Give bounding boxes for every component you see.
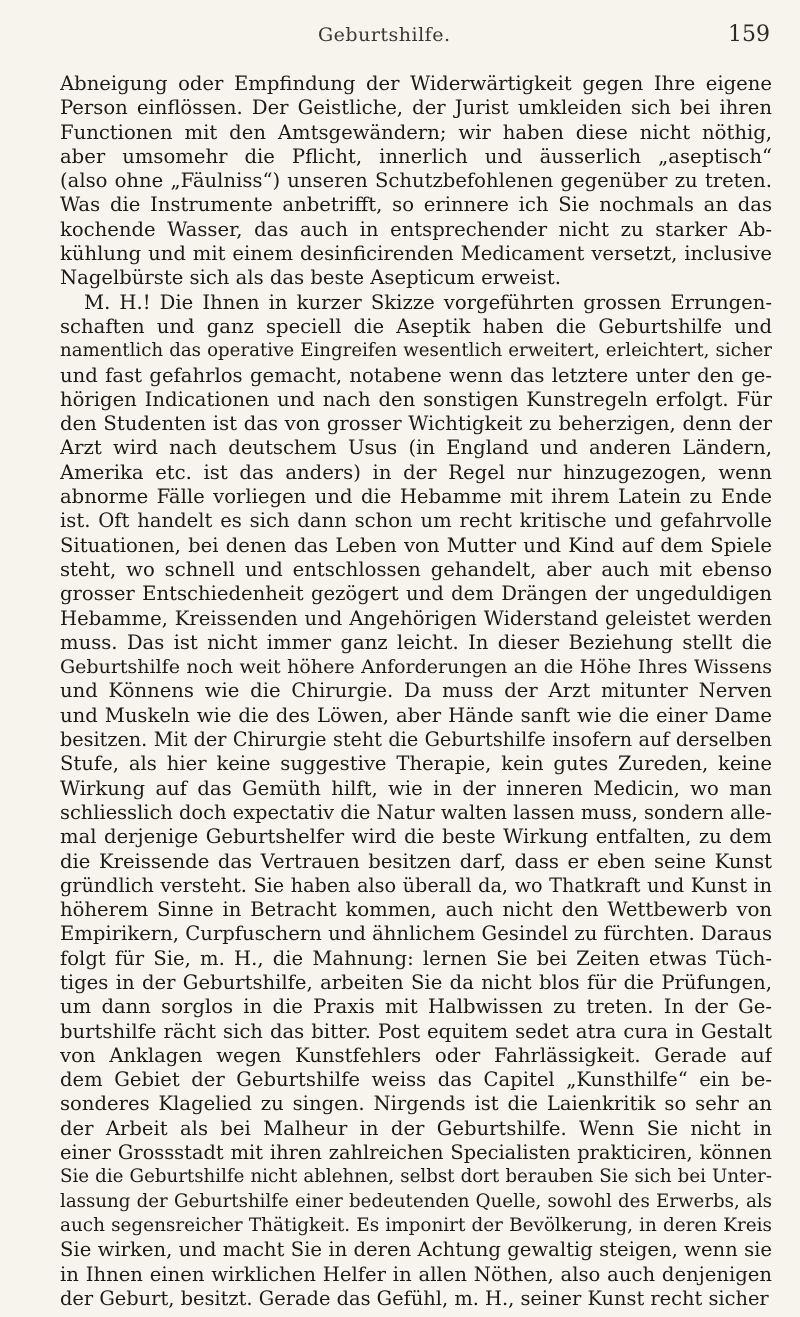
text-line: auch segensreicher Thätigkeit. Es imponirt der Bevölkerung, in deren Kreis (60, 1214, 772, 1236)
text-line: kochende Wasser, das auch in entsprechender nicht zu starker Ab- (60, 217, 772, 241)
text-line: Geburtshilfe noch weit höhere Anforderungen an die Höhe Ihres Wissens (60, 656, 772, 679)
text-line: Sie die Geburtshilfe nicht ablehnen, selbst dort berauben Sie sich bei Unter- (60, 1166, 772, 1188)
running-title: Geburtshilfe. (318, 24, 451, 46)
text-line: Was die Instrumente anbetrifft, so erinnere ich Sie nochmals an das (60, 193, 772, 217)
text-line: den Studenten ist das von grosser Wichtigkeit zu beherzigen, denn der (60, 412, 772, 436)
text-line: Sie wirken, und macht Sie in deren Achtung gewaltig steigen, wenn sie (60, 1238, 772, 1262)
page-number: 159 (728, 22, 770, 47)
text-line: Situationen, bei denen das Leben von Mutter und Kind auf dem Spiele (60, 533, 772, 557)
text-line: von Anklagen wegen Kunstfehlers oder Fahrlässigkeit. Gerade auf (60, 1043, 772, 1067)
text-line: einer Grossstadt mit ihren zahlreichen Specialisten prakticiren, können (60, 1141, 772, 1165)
text-line: Abneigung oder Empfindung der Widerwärtigkeit gegen Ihre eigene (60, 72, 772, 95)
text-line: abnorme Fälle vorliegen und die Hebamme mit ihrem Latein zu Ende (60, 485, 772, 509)
text-line: ist. Oft handelt es sich dann schon um recht kritische und gefahrvolle (60, 509, 772, 533)
text-line: M. H.! Die Ihnen in kurzer Skizze vorgeführten grossen Errungen- (84, 290, 772, 314)
text-line: kühlung und mit einem desinficirenden Medicament versetzt, inclusive (60, 242, 772, 266)
text-line: Functionen mit den Amtsgewändern; wir haben diese nicht nöthig, (60, 120, 772, 144)
text-line: folgt für Sie, m. H., die Mahnung: lernen Sie bei Zeiten etwas Tüch- (60, 946, 772, 970)
text-line: schliesslich doch expectativ die Natur walten lassen muss, sondern alle- (60, 800, 772, 824)
text-line: Hebamme, Kreissenden und Angehörigen Widerstand geleistet werden (60, 606, 772, 630)
text-line: der Geburt, besitzt. Gerade das Gefühl, m. H., seiner Kunst recht sicher (60, 1286, 769, 1310)
text-line: und fast gefahrlos gemacht, notabene wenn das letztere unter den ge- (60, 363, 772, 387)
text-line: burtshilfe rächt sich das bitter. Post equitem sedet atra cura in Gestalt (60, 1019, 772, 1043)
text-line: Amerika etc. ist das anders) in der Regel nur hinzugezogen, wenn (60, 460, 772, 484)
text-line: in Ihnen einen wirklichen Helfer in allen Nöthen, also auch denjenigen (60, 1262, 772, 1286)
text-line: steht, wo schnell und entschlossen gehandelt, aber auch mit ebenso (60, 557, 772, 581)
text-line: Empirikern, Curpfuschern und ähnlichem Gesindel zu fürchten. Daraus (60, 922, 772, 946)
text-line: Person einflössen. Der Geistliche, der Jurist umkleiden sich bei ihren (60, 96, 772, 120)
text-line: um dann sorglos in die Praxis mit Halbwissen zu treten. In der Ge- (60, 995, 772, 1019)
text-line: und Könnens wie die Chirurgie. Da muss der Arzt mitunter Nerven (60, 679, 772, 703)
text-line: hörigen Indicationen und nach den sonstigen Kunstregeln erfolgt. Für (60, 387, 772, 411)
text-line: namentlich das operative Eingreifen wesentlich erweitert, erleichtert, sicher (60, 340, 772, 362)
text-line: Arzt wird nach deutschem Usus (in England und anderen Ländern, (60, 436, 772, 460)
text-line: der Arbeit als bei Malheur in der Geburtshilfe. Wenn Sie nicht in (60, 1116, 772, 1140)
text-line: Nagelbürste sich als das beste Asepticum erweist. (60, 266, 561, 290)
text-line: lassung der Geburtshilfe einer bedeutenden Quelle, sowohl des Erwerbs, als (60, 1190, 772, 1212)
text-line: muss. Das ist nicht immer ganz leicht. In dieser Beziehung stellt die (60, 630, 772, 654)
text-line: und Muskeln wie die des Löwen, aber Hände sanft wie die einer Dame (60, 703, 772, 727)
text-line: besitzen. Mit der Chirurgie steht die Geburtshilfe insofern auf derselben (60, 728, 772, 752)
text-line: aber umsomehr die Pflicht, innerlich und äusserlich „aseptisch“ (60, 144, 772, 168)
text-line: tiges in der Geburtshilfe, arbeiten Sie da nicht blos für die Prüfungen, (60, 970, 772, 994)
text-line: die Kreissende das Vertrauen besitzen darf, dass er eben seine Kunst (60, 849, 772, 873)
text-line: gründlich versteht. Sie haben also überall da, wo Thatkraft und Kunst in (60, 873, 772, 897)
text-line: (also ohne „Fäulniss“) unseren Schutzbefohlenen gegenüber zu treten. (60, 169, 772, 193)
text-line: Stufe, als hier keine suggestive Therapie, kein gutes Zureden, keine (60, 752, 772, 776)
text-line: sonderes Klagelied zu singen. Nirgends ist die Laienkritik so sehr an (60, 1092, 772, 1116)
text-line: mal derjenige Geburtshelfer wird die beste Wirkung entfalten, zu dem (60, 825, 772, 849)
body-text (60, 72, 772, 1311)
text-line: dem Gebiet der Geburtshilfe weiss das Capitel „Kunsthilfe“ ein be- (60, 1068, 772, 1092)
text-line: höherem Sinne in Betracht kommen, auch nicht den Wettbewerb von (60, 898, 772, 922)
text-line: Wirkung auf das Gemüth hilft, wie in der inneren Medicin, wo man (60, 776, 772, 800)
text-line: grosser Entschiedenheit gezögert und dem Drängen der ungeduldigen (60, 582, 772, 606)
running-header (0, 24, 800, 54)
text-line: schaften und ganz speciell die Aseptik haben die Geburtshilfe und (60, 314, 772, 338)
